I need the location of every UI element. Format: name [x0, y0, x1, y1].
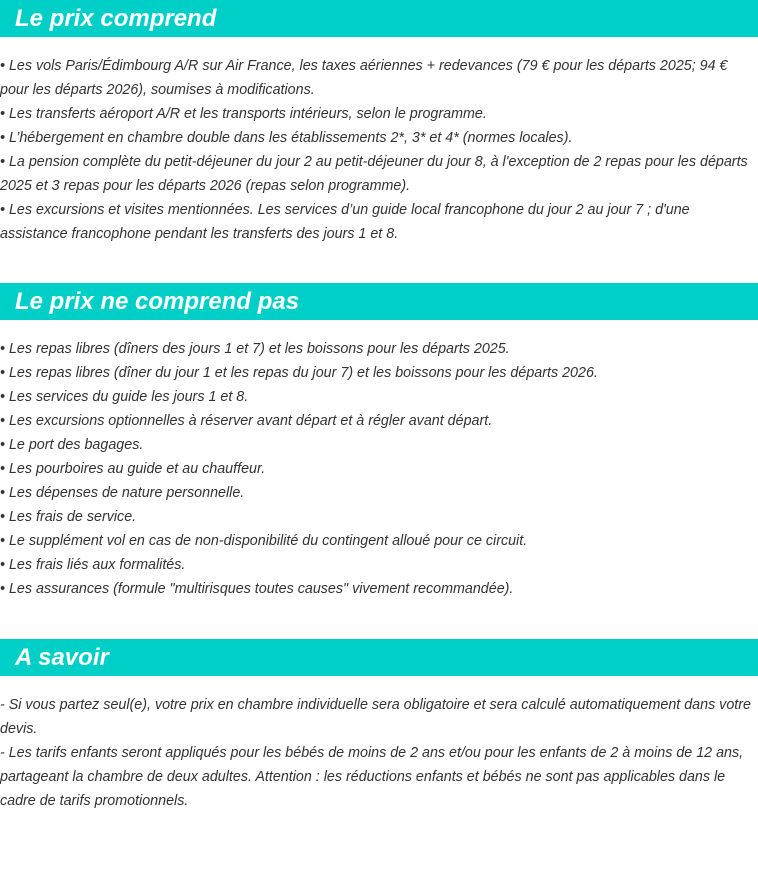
included-title: Le prix comprend	[15, 5, 217, 32]
excluded-item: • Les assurances (formule "multirisques toutes causes" vivement recommandée).	[0, 581, 514, 597]
good-to-know-title: A savoir	[15, 644, 109, 671]
included-section	[0, 0, 758, 246]
excluded-section	[0, 283, 758, 601]
included-item: • Les excursions et visites mentionnées. Les services d’un guide local francophone du jour 2 au jour 7 ; d'une assistance francophone pendant les transferts des jours 1 et 8.	[0, 202, 690, 242]
excluded-item: • Les repas libres (dîners des jours 1 et 7) et les boissons pour les départs 2025.	[0, 341, 510, 357]
included-item: • Les vols Paris/Édimbourg A/R sur Air France, les taxes aériennes + redevances (79 € pour les départs 2025; 94 € pour les départs 2026), soumises à modifications.	[0, 58, 728, 98]
excluded-item: • Les excursions optionnelles à réserver avant départ et à régler avant départ.	[0, 413, 493, 429]
included-item: • Les transferts aéroport A/R et les transports intérieurs, selon le programme.	[0, 106, 487, 122]
good-to-know-header	[0, 639, 758, 676]
excluded-item: • Les dépenses de nature personnelle.	[0, 485, 245, 501]
included-header	[0, 0, 758, 37]
excluded-item: • Les frais de service.	[0, 509, 137, 525]
good-to-know-list	[0, 676, 758, 813]
good-to-know-item: - Si vous partez seul(e), votre prix en chambre individuelle sera obligatoire et sera calculé automatiquement dans votre devis.	[0, 697, 751, 737]
included-item: • L’hébergement en chambre double dans les établissements 2*, 3* et 4* (normes locales).	[0, 130, 573, 146]
excluded-item: • Les frais liés aux formalités.	[0, 557, 186, 573]
good-to-know-section	[0, 639, 758, 813]
excluded-header	[0, 283, 758, 320]
excluded-item: • Les services du guide les jours 1 et 8.	[0, 389, 249, 405]
excluded-item: • Les pourboires au guide et au chauffeur.	[0, 461, 266, 477]
excluded-item: • Le port des bagages.	[0, 437, 144, 453]
excluded-list	[0, 320, 758, 601]
excluded-title: Le prix ne comprend pas	[15, 288, 300, 315]
excluded-item: • Le supplément vol en cas de non-disponibilité du contingent alloué pour ce circuit.	[0, 533, 528, 549]
excluded-item: • Les repas libres (dîner du jour 1 et les repas du jour 7) et les boissons pour les départs 2026.	[0, 365, 598, 381]
good-to-know-item: - Les tarifs enfants seront appliqués pour les bébés de moins de 2 ans et/ou pour les enfants de 2 à moins de 12 ans, partageant la chambre de deux adultes. Attention : les réductions enfants et bébés ne sont pas applicables dans le cadre de tarifs promotionnels.	[0, 745, 744, 809]
included-item: • La pension complète du petit-déjeuner du jour 2 au petit-déjeuner du jour 8, à l'exception de 2 repas pour les départs 2025 et 3 repas pour les départs 2026 (repas selon programme).	[0, 154, 748, 194]
included-list	[0, 37, 758, 246]
